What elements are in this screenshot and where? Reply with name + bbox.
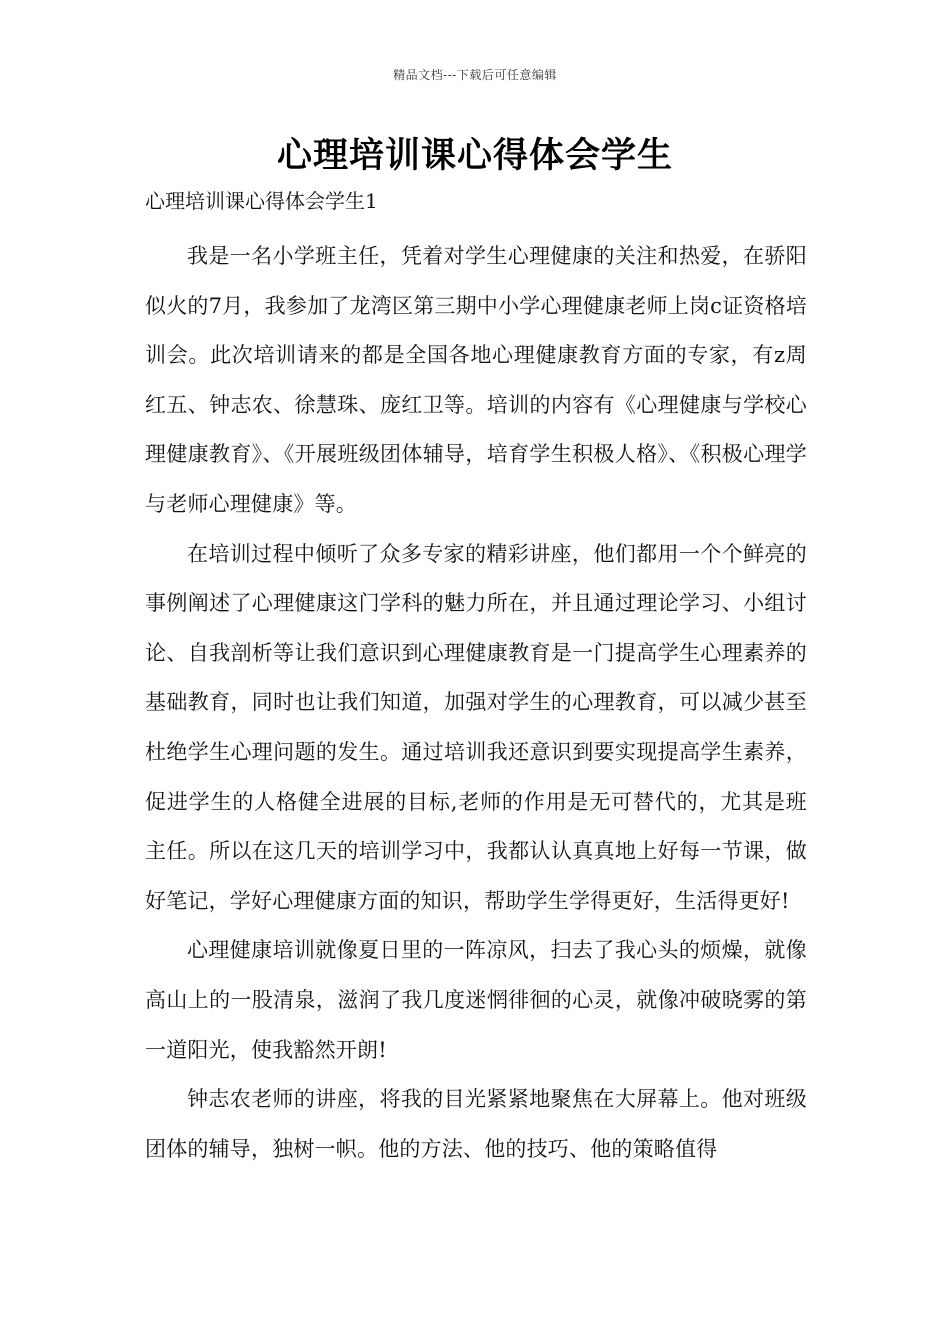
paragraph: 心理健康培训就像夏日里的一阵凉风，扫去了我心头的烦燥，就像高山上的一股清泉，滋润了我几度迷惘徘徊的心灵，就像冲破晓雾的第一道阳光，使我豁然开朗! bbox=[145, 938, 807, 1062]
paragraph: 我是一名小学班主任，凭着对学生心理健康的关注和热爱，在骄阳似火的7月，我参加了龙湾区第三期中小学心理健康老师上岗c证资格培训会。此次培训请来的都是全国各地心理健康教育方面的专家，有z周红五、钟志农、徐慧珠、庞红卫等。培训的内容有《心理健康与学校心理健康教育》、《开展班级团体辅导，培育学生积极人格》、《积极心理学与老师心理健康》等。 bbox=[145, 244, 807, 516]
document-title: 心理培训课心得体会学生 bbox=[276, 136, 673, 176]
header-note: 精品文档---下载后可任意编辑 bbox=[393, 68, 557, 82]
document-body bbox=[145, 232, 807, 1174]
paragraph: 在培训过程中倾听了众多专家的精彩讲座，他们都用一个个鲜亮的事例阐述了心理健康这门学科的魅力所在，并且通过理论学习、小组讨论、自我剖析等让我们意识到心理健康教育是一门提高学生心理素养的基础教育，同时也让我们知道，加强对学生的心理教育，可以减少甚至杜绝学生心理问题的发生。通过培训我还意识到要实现提高学生素养，促进学生的人格健全进展的目标,老师的作用是无可替代的，尤其是班主任。所以在这几天的培训学习中，我都认认真真地上好每一节课，做好笔记，学好心理健康方面的知识，帮助学生学得更好，生活得更好! bbox=[145, 541, 807, 913]
document-subtitle: 心理培训课心得体会学生1 bbox=[145, 189, 378, 213]
paragraph: 钟志农老师的讲座，将我的目光紧紧地聚焦在大屏幕上。他对班级团体的辅导，独树一帜。他的方法、他的技巧、他的策略值得 bbox=[145, 1087, 807, 1161]
